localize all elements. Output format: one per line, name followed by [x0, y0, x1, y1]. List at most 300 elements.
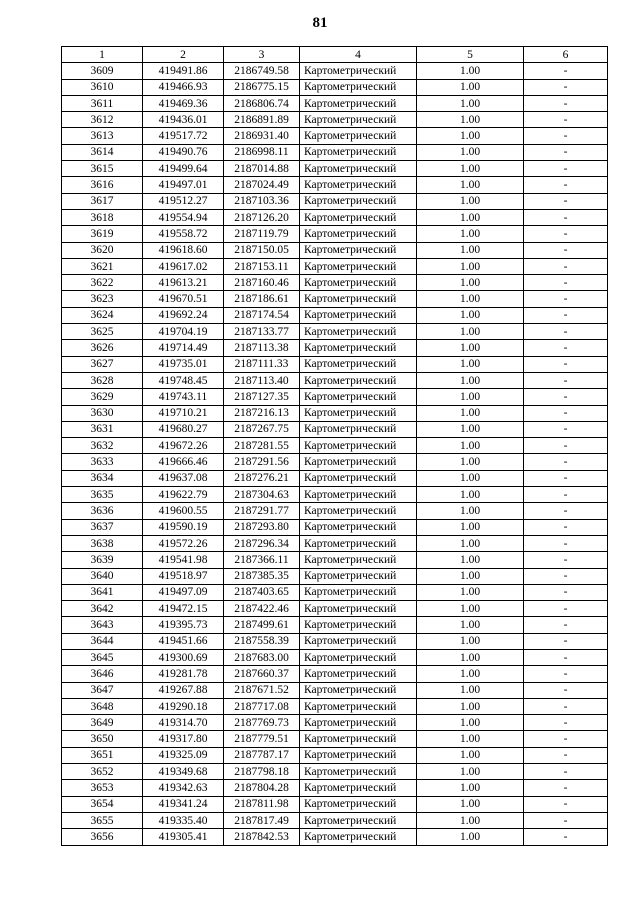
y-coordinate-cell: 2187014.88 — [224, 161, 300, 177]
x-coordinate-cell: 419554.94 — [143, 209, 224, 225]
method-cell: Картометрический — [300, 584, 417, 600]
note-cell: - — [524, 698, 608, 714]
method-cell: Картометрический — [300, 258, 417, 274]
accuracy-cell: 1.00 — [417, 764, 524, 780]
x-coordinate-cell: 419618.60 — [143, 242, 224, 258]
y-coordinate-cell: 2187291.77 — [224, 503, 300, 519]
y-coordinate-cell: 2187385.35 — [224, 568, 300, 584]
point-number-cell: 3637 — [62, 519, 143, 535]
y-coordinate-cell: 2187660.37 — [224, 666, 300, 682]
note-cell: - — [524, 226, 608, 242]
note-cell: - — [524, 503, 608, 519]
table-row — [62, 633, 608, 649]
method-cell: Картометрический — [300, 535, 417, 551]
accuracy-cell: 1.00 — [417, 258, 524, 274]
point-number-cell: 3642 — [62, 601, 143, 617]
accuracy-cell: 1.00 — [417, 226, 524, 242]
x-coordinate-cell: 419335.40 — [143, 812, 224, 828]
x-coordinate-cell: 419672.26 — [143, 438, 224, 454]
accuracy-cell: 1.00 — [417, 519, 524, 535]
x-coordinate-cell: 419395.73 — [143, 617, 224, 633]
point-number-cell: 3643 — [62, 617, 143, 633]
page-number: 81 — [312, 15, 328, 31]
point-number-cell: 3647 — [62, 682, 143, 698]
table-row — [62, 470, 608, 486]
table-row — [62, 698, 608, 714]
accuracy-cell: 1.00 — [417, 649, 524, 665]
method-cell: Картометрический — [300, 764, 417, 780]
accuracy-cell: 1.00 — [417, 144, 524, 160]
accuracy-cell: 1.00 — [417, 454, 524, 470]
note-cell: - — [524, 242, 608, 258]
note-cell: - — [524, 405, 608, 421]
method-cell: Картометрический — [300, 503, 417, 519]
y-coordinate-cell: 2187133.77 — [224, 324, 300, 340]
y-coordinate-cell: 2187798.18 — [224, 764, 300, 780]
table-row — [62, 666, 608, 682]
note-cell: - — [524, 682, 608, 698]
column-header: 1 — [62, 47, 143, 63]
table-row — [62, 161, 608, 177]
method-cell: Картометрический — [300, 340, 417, 356]
point-number-cell: 3631 — [62, 421, 143, 437]
method-cell: Картометрический — [300, 438, 417, 454]
note-cell: - — [524, 829, 608, 845]
x-coordinate-cell: 419670.51 — [143, 291, 224, 307]
method-cell: Картометрический — [300, 405, 417, 421]
note-cell: - — [524, 258, 608, 274]
accuracy-cell: 1.00 — [417, 356, 524, 372]
point-number-cell: 3628 — [62, 372, 143, 388]
x-coordinate-cell: 419600.55 — [143, 503, 224, 519]
x-coordinate-cell: 419451.66 — [143, 633, 224, 649]
x-coordinate-cell: 419314.70 — [143, 715, 224, 731]
point-number-cell: 3617 — [62, 193, 143, 209]
point-number-cell: 3632 — [62, 438, 143, 454]
note-cell: - — [524, 193, 608, 209]
point-number-cell: 3622 — [62, 275, 143, 291]
method-cell: Картометрический — [300, 796, 417, 812]
point-number-cell: 3645 — [62, 649, 143, 665]
y-coordinate-cell: 2187558.39 — [224, 633, 300, 649]
method-cell: Картометрический — [300, 715, 417, 731]
method-cell: Картометрический — [300, 568, 417, 584]
accuracy-cell: 1.00 — [417, 177, 524, 193]
accuracy-cell: 1.00 — [417, 112, 524, 128]
point-number-cell: 3621 — [62, 258, 143, 274]
note-cell: - — [524, 812, 608, 828]
y-coordinate-cell: 2187103.36 — [224, 193, 300, 209]
x-coordinate-cell: 419735.01 — [143, 356, 224, 372]
y-coordinate-cell: 2187216.13 — [224, 405, 300, 421]
note-cell: - — [524, 356, 608, 372]
x-coordinate-cell: 419341.24 — [143, 796, 224, 812]
y-coordinate-cell: 2187671.52 — [224, 682, 300, 698]
y-coordinate-cell: 2187717.08 — [224, 698, 300, 714]
method-cell: Картометрический — [300, 812, 417, 828]
table-row — [62, 112, 608, 128]
y-coordinate-cell: 2187111.33 — [224, 356, 300, 372]
table-row — [62, 568, 608, 584]
table-row — [62, 63, 608, 79]
x-coordinate-cell: 419572.26 — [143, 535, 224, 551]
y-coordinate-cell: 2187787.17 — [224, 747, 300, 763]
table-row — [62, 421, 608, 437]
note-cell: - — [524, 177, 608, 193]
y-coordinate-cell: 2187304.63 — [224, 487, 300, 503]
accuracy-cell: 1.00 — [417, 79, 524, 95]
accuracy-cell: 1.00 — [417, 470, 524, 486]
accuracy-cell: 1.00 — [417, 780, 524, 796]
note-cell: - — [524, 63, 608, 79]
method-cell: Картометрический — [300, 747, 417, 763]
method-cell: Картометрический — [300, 63, 417, 79]
note-cell: - — [524, 601, 608, 617]
note-cell: - — [524, 291, 608, 307]
column-header: 2 — [143, 47, 224, 63]
accuracy-cell: 1.00 — [417, 421, 524, 437]
point-number-cell: 3651 — [62, 747, 143, 763]
table-row — [62, 128, 608, 144]
method-cell: Картометрический — [300, 649, 417, 665]
note-cell: - — [524, 617, 608, 633]
x-coordinate-cell: 419704.19 — [143, 324, 224, 340]
note-cell: - — [524, 731, 608, 747]
point-number-cell: 3633 — [62, 454, 143, 470]
point-number-cell: 3613 — [62, 128, 143, 144]
y-coordinate-cell: 2187127.35 — [224, 389, 300, 405]
point-number-cell: 3634 — [62, 470, 143, 486]
table-row — [62, 324, 608, 340]
x-coordinate-cell: 419518.97 — [143, 568, 224, 584]
accuracy-cell: 1.00 — [417, 487, 524, 503]
table-row — [62, 79, 608, 95]
note-cell: - — [524, 796, 608, 812]
y-coordinate-cell: 2187817.49 — [224, 812, 300, 828]
point-number-cell: 3638 — [62, 535, 143, 551]
table-row — [62, 95, 608, 111]
accuracy-cell: 1.00 — [417, 535, 524, 551]
y-coordinate-cell: 2187403.65 — [224, 584, 300, 600]
table-row — [62, 454, 608, 470]
x-coordinate-cell: 419342.63 — [143, 780, 224, 796]
method-cell: Картометрический — [300, 601, 417, 617]
accuracy-cell: 1.00 — [417, 503, 524, 519]
point-number-cell: 3612 — [62, 112, 143, 128]
accuracy-cell: 1.00 — [417, 682, 524, 698]
column-header: 6 — [524, 47, 608, 63]
note-cell: - — [524, 128, 608, 144]
point-number-cell: 3611 — [62, 95, 143, 111]
method-cell: Картометрический — [300, 193, 417, 209]
note-cell: - — [524, 209, 608, 225]
method-cell: Картометрический — [300, 291, 417, 307]
method-cell: Картометрический — [300, 372, 417, 388]
point-number-cell: 3626 — [62, 340, 143, 356]
accuracy-cell: 1.00 — [417, 193, 524, 209]
table-row — [62, 780, 608, 796]
note-cell: - — [524, 584, 608, 600]
method-cell: Картометрический — [300, 95, 417, 111]
y-coordinate-cell: 2187119.79 — [224, 226, 300, 242]
x-coordinate-cell: 419281.78 — [143, 666, 224, 682]
note-cell: - — [524, 552, 608, 568]
accuracy-cell: 1.00 — [417, 568, 524, 584]
table-row — [62, 209, 608, 225]
point-number-cell: 3623 — [62, 291, 143, 307]
y-coordinate-cell: 2186806.74 — [224, 95, 300, 111]
point-number-cell: 3641 — [62, 584, 143, 600]
x-coordinate-cell: 419613.21 — [143, 275, 224, 291]
accuracy-cell: 1.00 — [417, 275, 524, 291]
y-coordinate-cell: 2187186.61 — [224, 291, 300, 307]
x-coordinate-cell: 419692.24 — [143, 307, 224, 323]
x-coordinate-cell: 419325.09 — [143, 747, 224, 763]
table-row — [62, 291, 608, 307]
y-coordinate-cell: 2187150.05 — [224, 242, 300, 258]
x-coordinate-cell: 419512.27 — [143, 193, 224, 209]
method-cell: Картометрический — [300, 356, 417, 372]
point-number-cell: 3646 — [62, 666, 143, 682]
x-coordinate-cell: 419517.72 — [143, 128, 224, 144]
y-coordinate-cell: 2187804.28 — [224, 780, 300, 796]
table-row — [62, 552, 608, 568]
accuracy-cell: 1.00 — [417, 161, 524, 177]
accuracy-cell: 1.00 — [417, 291, 524, 307]
accuracy-cell: 1.00 — [417, 242, 524, 258]
method-cell: Картометрический — [300, 682, 417, 698]
column-header: 4 — [300, 47, 417, 63]
method-cell: Картометрический — [300, 275, 417, 291]
y-coordinate-cell: 2187293.80 — [224, 519, 300, 535]
method-cell: Картометрический — [300, 698, 417, 714]
point-number-cell: 3648 — [62, 698, 143, 714]
table-row — [62, 812, 608, 828]
x-coordinate-cell: 419491.86 — [143, 63, 224, 79]
table-row — [62, 372, 608, 388]
y-coordinate-cell: 2186891.89 — [224, 112, 300, 128]
accuracy-cell: 1.00 — [417, 617, 524, 633]
table-row — [62, 715, 608, 731]
accuracy-cell: 1.00 — [417, 340, 524, 356]
accuracy-cell: 1.00 — [417, 128, 524, 144]
method-cell: Картометрический — [300, 242, 417, 258]
note-cell: - — [524, 161, 608, 177]
method-cell: Картометрический — [300, 617, 417, 633]
accuracy-cell: 1.00 — [417, 601, 524, 617]
point-number-cell: 3620 — [62, 242, 143, 258]
method-cell: Картометрический — [300, 144, 417, 160]
point-number-cell: 3654 — [62, 796, 143, 812]
x-coordinate-cell: 419472.15 — [143, 601, 224, 617]
y-coordinate-cell: 2186749.58 — [224, 63, 300, 79]
table-row — [62, 193, 608, 209]
note-cell: - — [524, 340, 608, 356]
table-row — [62, 275, 608, 291]
method-cell: Картометрический — [300, 633, 417, 649]
x-coordinate-cell: 419743.11 — [143, 389, 224, 405]
point-number-cell: 3619 — [62, 226, 143, 242]
point-number-cell: 3639 — [62, 552, 143, 568]
accuracy-cell: 1.00 — [417, 666, 524, 682]
method-cell: Картометрический — [300, 454, 417, 470]
point-number-cell: 3615 — [62, 161, 143, 177]
point-number-cell: 3653 — [62, 780, 143, 796]
x-coordinate-cell: 419680.27 — [143, 421, 224, 437]
method-cell: Картометрический — [300, 226, 417, 242]
x-coordinate-cell: 419469.36 — [143, 95, 224, 111]
x-coordinate-cell: 419590.19 — [143, 519, 224, 535]
table-row — [62, 649, 608, 665]
x-coordinate-cell: 419558.72 — [143, 226, 224, 242]
note-cell: - — [524, 633, 608, 649]
x-coordinate-cell: 419349.68 — [143, 764, 224, 780]
y-coordinate-cell: 2187113.38 — [224, 340, 300, 356]
x-coordinate-cell: 419499.64 — [143, 161, 224, 177]
accuracy-cell: 1.00 — [417, 633, 524, 649]
note-cell: - — [524, 438, 608, 454]
method-cell: Картометрический — [300, 666, 417, 682]
x-coordinate-cell: 419300.69 — [143, 649, 224, 665]
table-row — [62, 682, 608, 698]
method-cell: Картометрический — [300, 552, 417, 568]
y-coordinate-cell: 2187113.40 — [224, 372, 300, 388]
accuracy-cell: 1.00 — [417, 715, 524, 731]
note-cell: - — [524, 535, 608, 551]
table-row — [62, 340, 608, 356]
x-coordinate-cell: 419622.79 — [143, 487, 224, 503]
point-number-cell: 3636 — [62, 503, 143, 519]
table-row — [62, 226, 608, 242]
method-cell: Картометрический — [300, 829, 417, 845]
table-row — [62, 503, 608, 519]
y-coordinate-cell: 2187779.51 — [224, 731, 300, 747]
note-cell: - — [524, 307, 608, 323]
point-number-cell: 3629 — [62, 389, 143, 405]
y-coordinate-cell: 2187683.00 — [224, 649, 300, 665]
table-row — [62, 258, 608, 274]
y-coordinate-cell: 2187811.98 — [224, 796, 300, 812]
table-row — [62, 356, 608, 372]
accuracy-cell: 1.00 — [417, 552, 524, 568]
y-coordinate-cell: 2187281.55 — [224, 438, 300, 454]
point-number-cell: 3627 — [62, 356, 143, 372]
note-cell: - — [524, 324, 608, 340]
point-number-cell: 3655 — [62, 812, 143, 828]
x-coordinate-cell: 419317.80 — [143, 731, 224, 747]
x-coordinate-cell: 419497.09 — [143, 584, 224, 600]
method-cell: Картометрический — [300, 79, 417, 95]
table-row — [62, 177, 608, 193]
accuracy-cell: 1.00 — [417, 324, 524, 340]
table-row — [62, 389, 608, 405]
table-row — [62, 438, 608, 454]
accuracy-cell: 1.00 — [417, 796, 524, 812]
note-cell: - — [524, 666, 608, 682]
x-coordinate-cell: 419436.01 — [143, 112, 224, 128]
point-number-cell: 3610 — [62, 79, 143, 95]
note-cell: - — [524, 95, 608, 111]
point-number-cell: 3625 — [62, 324, 143, 340]
x-coordinate-cell: 419617.02 — [143, 258, 224, 274]
note-cell: - — [524, 780, 608, 796]
column-header: 3 — [224, 47, 300, 63]
point-number-cell: 3618 — [62, 209, 143, 225]
table-row — [62, 731, 608, 747]
accuracy-cell: 1.00 — [417, 389, 524, 405]
coordinates-table — [61, 46, 608, 846]
point-number-cell: 3649 — [62, 715, 143, 731]
y-coordinate-cell: 2187422.46 — [224, 601, 300, 617]
x-coordinate-cell: 419637.08 — [143, 470, 224, 486]
point-number-cell: 3630 — [62, 405, 143, 421]
point-number-cell: 3650 — [62, 731, 143, 747]
note-cell: - — [524, 79, 608, 95]
method-cell: Картометрический — [300, 519, 417, 535]
method-cell: Картометрический — [300, 470, 417, 486]
method-cell: Картометрический — [300, 389, 417, 405]
y-coordinate-cell: 2187291.56 — [224, 454, 300, 470]
method-cell: Картометрический — [300, 112, 417, 128]
column-header: 5 — [417, 47, 524, 63]
point-number-cell: 3640 — [62, 568, 143, 584]
note-cell: - — [524, 275, 608, 291]
note-cell: - — [524, 372, 608, 388]
table-row — [62, 764, 608, 780]
y-coordinate-cell: 2186998.11 — [224, 144, 300, 160]
point-number-cell: 3624 — [62, 307, 143, 323]
x-coordinate-cell: 419490.76 — [143, 144, 224, 160]
y-coordinate-cell: 2187276.21 — [224, 470, 300, 486]
note-cell: - — [524, 421, 608, 437]
table-row — [62, 747, 608, 763]
table-row — [62, 617, 608, 633]
point-number-cell: 3644 — [62, 633, 143, 649]
accuracy-cell: 1.00 — [417, 307, 524, 323]
y-coordinate-cell: 2186775.15 — [224, 79, 300, 95]
method-cell: Картометрический — [300, 324, 417, 340]
note-cell: - — [524, 649, 608, 665]
accuracy-cell: 1.00 — [417, 747, 524, 763]
accuracy-cell: 1.00 — [417, 438, 524, 454]
method-cell: Картометрический — [300, 307, 417, 323]
method-cell: Картометрический — [300, 731, 417, 747]
y-coordinate-cell: 2187499.61 — [224, 617, 300, 633]
table-row — [62, 535, 608, 551]
method-cell: Картометрический — [300, 128, 417, 144]
note-cell: - — [524, 144, 608, 160]
accuracy-cell: 1.00 — [417, 405, 524, 421]
point-number-cell: 3616 — [62, 177, 143, 193]
method-cell: Картометрический — [300, 487, 417, 503]
note-cell: - — [524, 389, 608, 405]
note-cell: - — [524, 715, 608, 731]
x-coordinate-cell: 419710.21 — [143, 405, 224, 421]
accuracy-cell: 1.00 — [417, 372, 524, 388]
table-row — [62, 601, 608, 617]
table-header-row — [62, 47, 608, 63]
table-row — [62, 144, 608, 160]
accuracy-cell: 1.00 — [417, 829, 524, 845]
accuracy-cell: 1.00 — [417, 584, 524, 600]
x-coordinate-cell: 419714.49 — [143, 340, 224, 356]
x-coordinate-cell: 419305.41 — [143, 829, 224, 845]
method-cell: Картометрический — [300, 421, 417, 437]
note-cell: - — [524, 568, 608, 584]
point-number-cell: 3656 — [62, 829, 143, 845]
y-coordinate-cell: 2186931.40 — [224, 128, 300, 144]
y-coordinate-cell: 2187160.46 — [224, 275, 300, 291]
